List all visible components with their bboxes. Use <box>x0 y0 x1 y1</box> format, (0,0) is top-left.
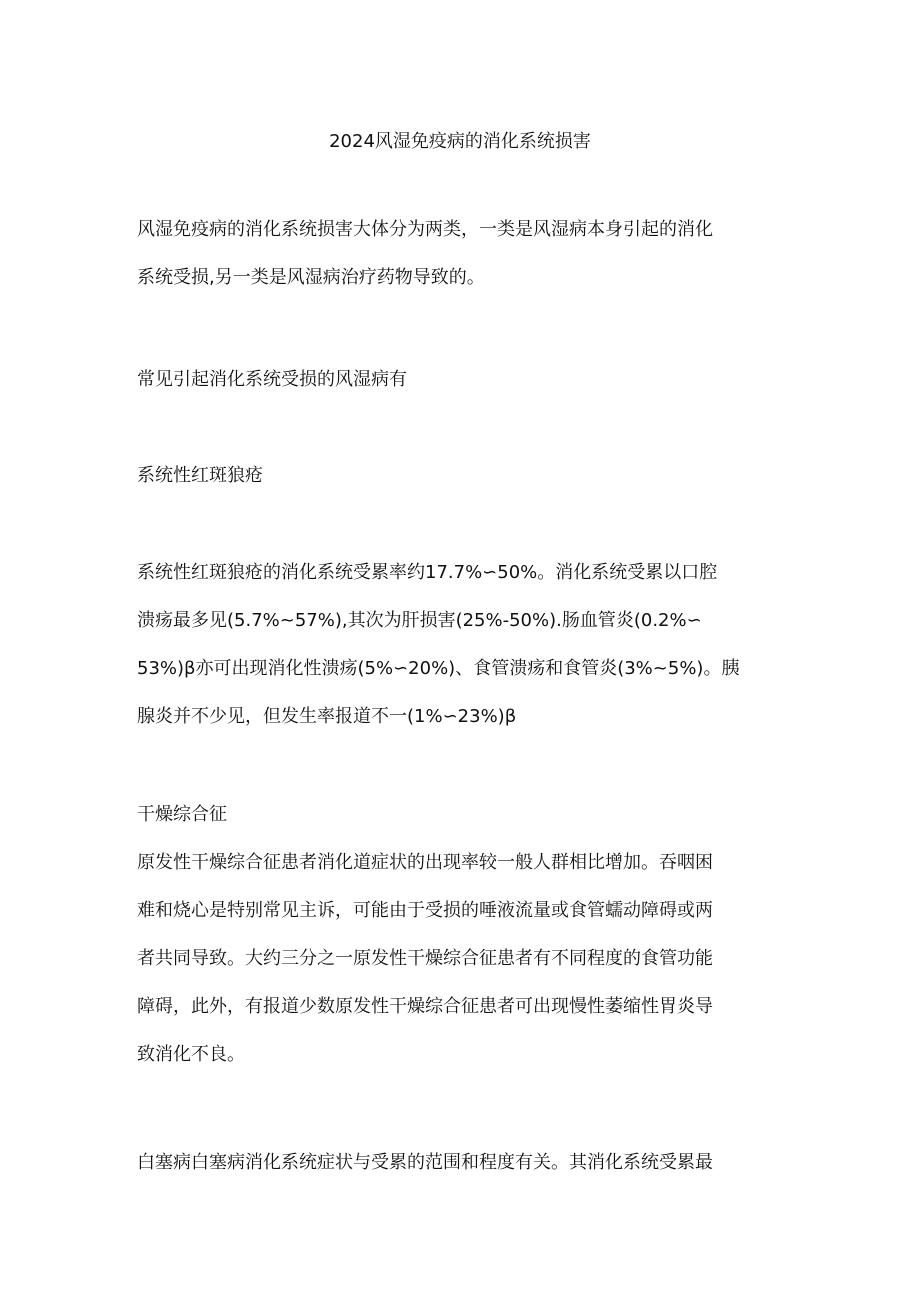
sle-line: 53%)β亦可出现消化性溃疡(5%∽20%)、食管溃疡和食管炎(3%~5%)。胰 <box>137 658 740 679</box>
sjogren-section <box>137 791 789 1079</box>
document-title: 2024风湿免疫病的消化系统损害 <box>329 131 591 152</box>
common-diseases-heading-text: 常见引起消化系统受损的风湿病有 <box>137 369 407 390</box>
sle-line: 溃疡最多见(5.7%~57%),其次为肝损害(25%-50%).肠血管炎(0.2%∽ <box>137 610 702 631</box>
intro-line: 系统受损,另一类是风湿病治疗药物导致的。 <box>137 267 485 288</box>
intro-paragraph <box>137 206 789 302</box>
behcet-line: 白塞病白塞病消化系统症状与受累的范围和程度有关。其消化系统受累最 <box>137 1152 713 1173</box>
sle-line: 系统性红斑狼疮的消化系统受累率约17.7%∽50%。消化系统受累以口腔 <box>137 562 718 583</box>
intro-line: 风湿免疫病的消化系统损害大体分为两类，一类是风湿病本身引起的消化 <box>137 219 713 240</box>
sjogren-line: 原发性干燥综合征患者消化道症状的出现率较一般人群相比增加。吞咽困 <box>137 852 713 873</box>
sle-line: 腺炎并不少见，但发生率报道不一(1%∽23%)β <box>137 706 517 727</box>
sjogren-line: 致消化不良。 <box>137 1044 245 1065</box>
sjogren-line: 难和烧心是特别常见主诉，可能由于受损的唾液流量或食管蠕动障碍或两 <box>137 900 713 921</box>
sle-heading <box>137 452 789 500</box>
sjogren-heading: 干燥综合征 <box>137 804 227 825</box>
common-diseases-heading <box>137 356 789 404</box>
sjogren-line: 障碍，此外，有报道少数原发性干燥综合征患者可出现慢性萎缩性胃炎导 <box>137 996 713 1017</box>
behcet-paragraph <box>137 1139 789 1187</box>
sjogren-line: 者共同导致。大约三分之一原发性干燥综合征患者有不同程度的食管功能 <box>137 948 713 969</box>
sle-heading-text: 系统性红斑狼疮 <box>137 465 263 486</box>
sle-paragraph <box>137 549 789 741</box>
